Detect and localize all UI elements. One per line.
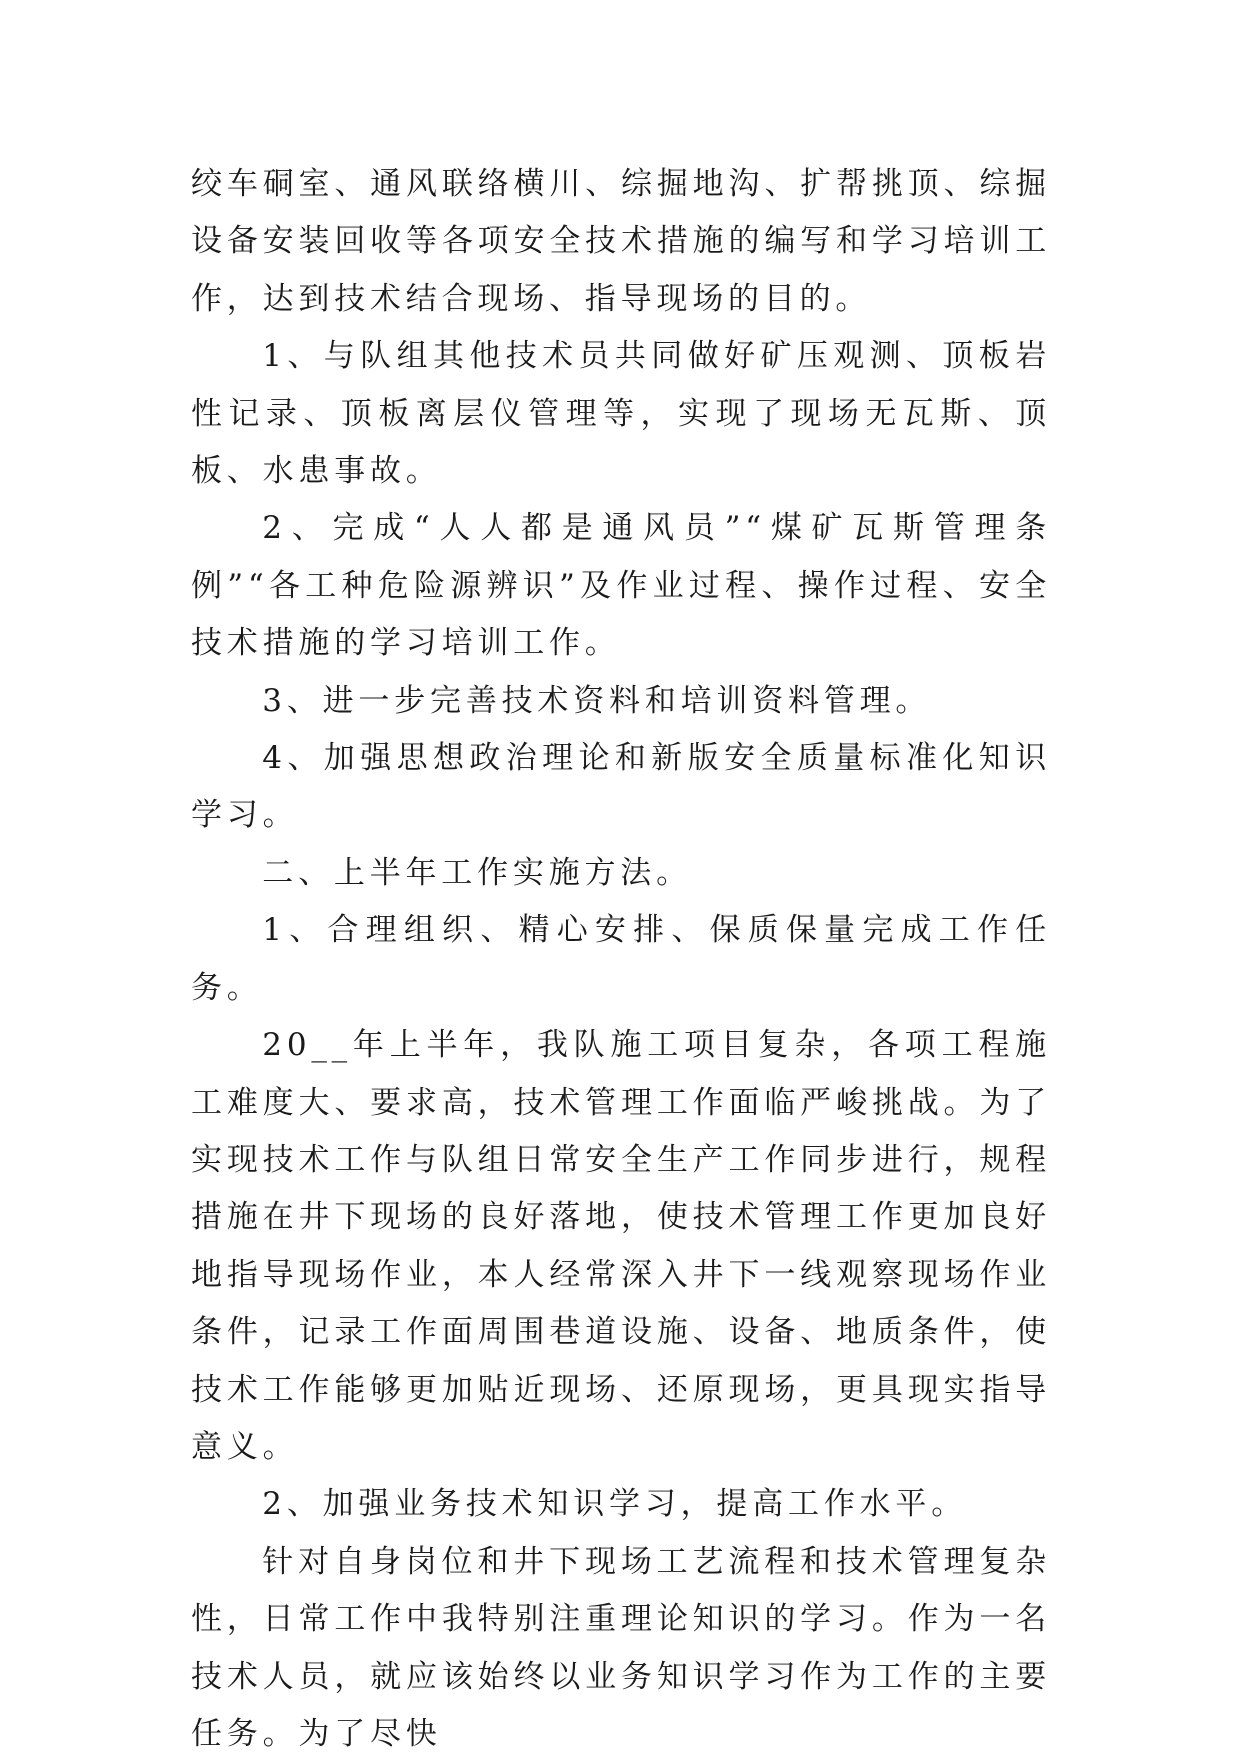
paragraph-item-3: 3、进一步完善技术资料和培训资料管理。 <box>262 682 932 719</box>
section-heading-methods: 二、上半年工作实施方法。 <box>262 854 692 891</box>
paragraph-method-2-body: 针对自身岗位和井下现场工艺流程和技术管理复杂性，日常工作中我特别注重理论知识的学习。作为一名技术人员，就应该始终以业务知识学习作为工作的主要任务。为了尽快 <box>191 1543 1051 1752</box>
paragraph-item-1: 1、与队组其他技术员共同做好矿压观测、顶板岩性记录、顶板离层仪管理等，实现了现场无瓦斯、顶板、水患事故。 <box>191 338 1051 490</box>
document-body <box>191 156 1051 1763</box>
paragraph-method-1-body: 20__年上半年，我队施工项目复杂，各项工程施工难度大、要求高，技术管理工作面临严峻挑战。为了实现技术工作与队组日常安全生产工作同步进行，规程措施在井下现场的良好落地，使技术管理工作更加良好地指导现场作业，本人经常深入井下一线观察现场作业条件，记录工作面周围巷道设施、设备、地质条件，使技术工作能够更加贴近现场、还原现场，更具现实指导意义。 <box>191 1027 1051 1465</box>
subheading-method-2: 2、加强业务技术知识学习，提高工作水平。 <box>262 1486 968 1523</box>
paragraph-item-2: 2、完成“人人都是通风员”“煤矿瓦斯管理条例”“各工种危险源辨识”及作业过程、操作过程、安全技术措施的学习培训工作。 <box>191 510 1051 662</box>
subheading-method-1: 1、合理组织、精心安排、保质保量完成工作任务。 <box>191 912 1051 1006</box>
paragraph-item-4: 4、加强思想政治理论和新版安全质量标准化知识学习。 <box>191 740 1051 834</box>
paragraph-intro-continued: 绞车硐室、通风联络横川、综掘地沟、扩帮挑顶、综掘设备安装回收等各项安全技术措施的编写和学习培训工作，达到技术结合现场、指导现场的目的。 <box>191 166 1051 317</box>
